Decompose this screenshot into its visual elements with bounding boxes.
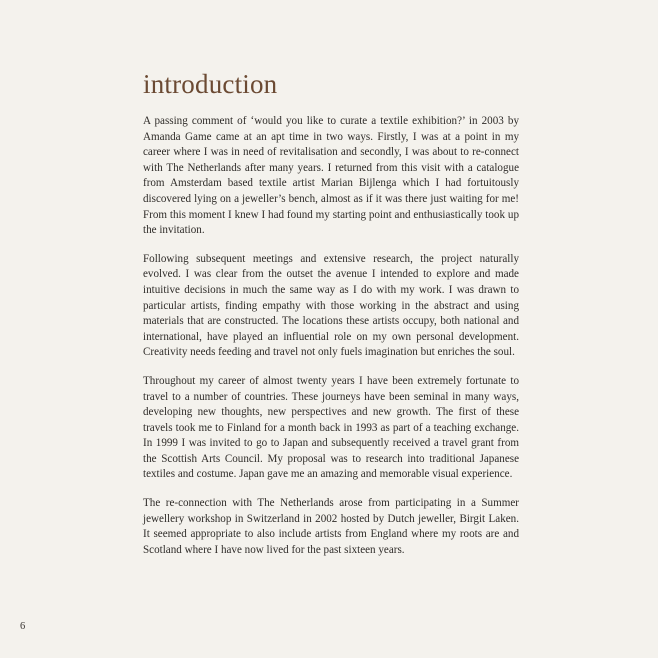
paragraph-4: The re-connection with The Netherlands arose from participating in a Summer jewellery workshop in Switzerland in 2002 hosted by Dutch jeweller, Birgit Laken. It seemed appropriate to also include artists from England where my roots are and Scotland where I have now lived for the past sixteen years. bbox=[143, 497, 519, 556]
body-text bbox=[143, 114, 519, 571]
paragraph-2: Following subsequent meetings and extensive research, the project naturally evolved. I was clear from the outset the avenue I intended to explore and made intuitive decisions in much the same way as I do with my work. I was drawn to particular artists, finding empathy with those working in the abstract and using materials that are constructed. The locations these artists occupy, both national and international, have played an influential role on my own personal development. Creativity needs feeding and travel not only fuels imagination but enriches the soul. bbox=[143, 252, 519, 359]
paragraph-1: A passing comment of ‘would you like to curate a textile exhibition?’ in 2003 by Amanda Game came at an apt time in two ways. Firstly, I was at a point in my career where I was in need of revitalisation and secondly, I was about to re-connect with The Netherlands after many years. I returned from this visit with a catalogue from Amsterdam based textile artist Marian Bijlenga which I had fortuitously discovered lying on a jeweller’s bench, almost as if it was there just waiting for me! From this moment I knew I had found my starting point and enthusiastically took up the invitation. bbox=[143, 115, 519, 237]
page-number: 6 bbox=[20, 621, 26, 632]
page-title: introduction bbox=[143, 69, 278, 99]
paragraph-3: Throughout my career of almost twenty years I have been extremely fortunate to travel to a number of countries. These journeys have been seminal in many ways, developing new thoughts, new perspectives and new growth. The first of these travels took me to Finland for a month back in 1993 as part of a teaching exchange. In 1999 I was invited to go to Japan and subsequently received a travel grant from the Scottish Arts Council. My proposal was to research into traditional Japanese textiles and costume. Japan gave me an amazing and memorable visual experience. bbox=[143, 374, 519, 481]
